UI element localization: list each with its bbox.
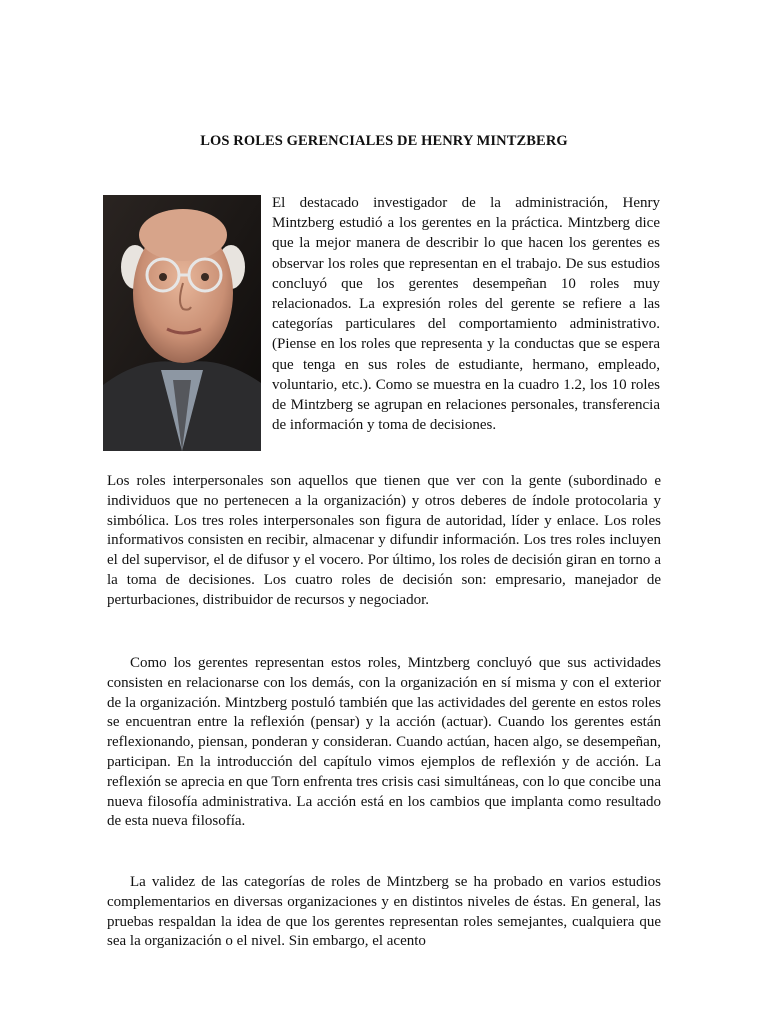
body-paragraph: La validez de las categorías de roles de Mintzberg se ha probado en varios estudios complementarios en diversas organizaciones y en distintos niveles de éstas. En general, las pruebas respaldan la idea de que los gerentes representan roles semejantes, cualquiera que sea la organización o el nivel. Sin embargo, el acento	[107, 874, 661, 950]
body-paragraph: Los roles interpersonales son aquellos que tienen que ver con la gente (subordinado e individuos que no pertenecen a la organización) y otros deberes de índole protocolaria y simbólica. Los tres roles interpersonales son figura de autoridad, líder y enlace. Los roles informativos consisten en recibir, almacenar y difundir información. Los tres roles incluyen el del supervisor, el de difusor y el vocero. Por último, los roles de decisión giran en torno a la toma de decisiones. Los cuatro roles de decisión son: empresario, manejador de perturbaciones, distribuidor de recursos y negociador.	[107, 473, 661, 608]
body-paragraph: Como los gerentes representan estos roles, Mintzberg concluyó que sus actividades consisten en relacionarse con los demás, con la organización en sí misma y con el exterior de la organización. Mintzberg postuló también que las actividades del gerente en estos roles se encuentran entre la reflexión (pensar) y la acción (actuar). Cuando los gerentes están reflexionando, piensan, ponderan y consideran. Cuando actúan, hacen algo, se desempeñan, participan. En la introducción del capítulo vimos ejemplos de reflexión y de acción. La reflexión se aprecia en que Torn enfrenta tres crisis casi simultáneas, con lo que concibe una nueva filosofía administrativa. La acción está en los cambios que implanta como resultado de esta nueva filosofía.	[107, 655, 661, 830]
intro-paragraph: El destacado investigador de la administración, Henry Mintzberg estudió a los gerentes en la práctica. Mintzberg dice que la mejor manera de describir lo que hacen los gerentes es observar los roles que representan en el trabajo. De sus estudios concluyó que los gerentes desempeñan 10 roles muy relacionados. La expresión roles del gerente se refiere a las categorías particulares del comportamiento administrativo. (Piense en los roles que representa y la conductas que se espera que tenga en sus roles de estudiante, hermano, empleado, voluntario, etc.). Como se muestra en la cuadro 1.2, los 10 roles de Mintzberg se agrupan en relaciones personales, transferencia de información y toma de decisiones.	[272, 195, 660, 434]
document-title: LOS ROLES GERENCIALES DE HENRY MINTZBERG	[200, 133, 568, 149]
portrait-photo	[103, 195, 261, 451]
